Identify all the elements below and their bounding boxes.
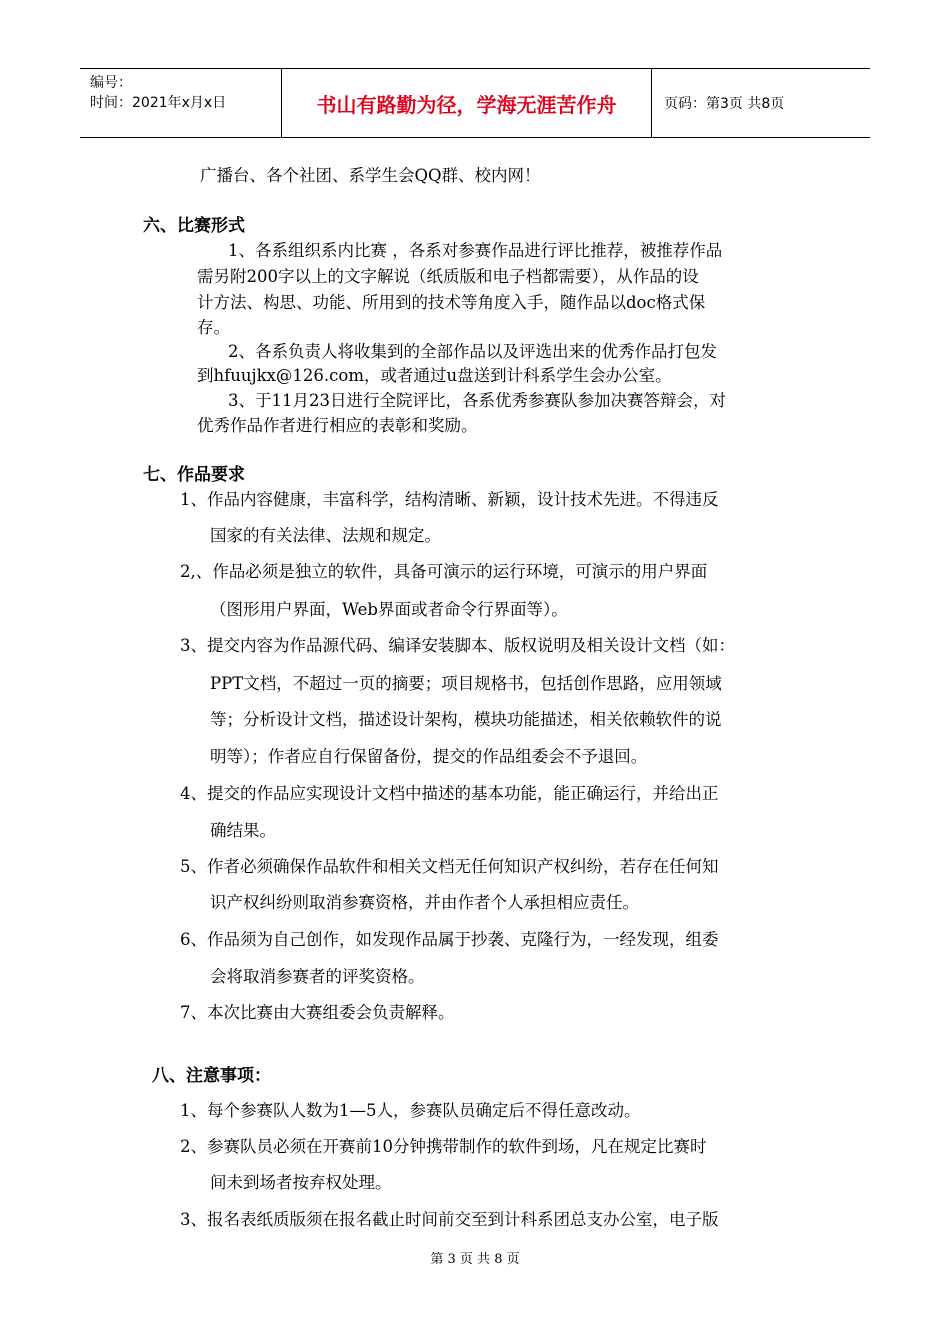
- page-header: [80, 68, 870, 138]
- section6-line: 计方法、构思、功能、所用到的技术等角度入手，随作品以doc格式保: [197, 293, 706, 312]
- header-number: 编号：: [90, 75, 132, 91]
- section7-line: 等；分析设计文档，描述设计架构，模块功能描述，相关依赖软件的说: [210, 710, 722, 729]
- section7-line: PPT文档，不超过一页的摘要；项目规格书，包括创作思路，应用领域: [210, 674, 722, 693]
- section7-line: 明等）；作者应自行保留备份，提交的作品组委会不予退回。: [210, 747, 648, 766]
- section8-line: 1、每个参赛队人数为1—5人，参赛队员确定后不得任意改动。: [180, 1101, 641, 1120]
- section8-title: 八、注意事项：: [152, 1066, 271, 1086]
- section8-line: 3、报名表纸质版须在报名截止时间前交至到计科系团总支办公室，电子版: [180, 1210, 719, 1229]
- section7-line: 3、提交内容为作品源代码、编译安装脚本、版权说明及相关设计文档（如：: [180, 636, 735, 655]
- section7-line: 识产权纠纷则取消参赛资格，并由作者个人承担相应责任。: [210, 893, 639, 912]
- section6-line: 3、于11月23日进行全院评比，各系优秀参赛队参加决赛答辩会，对: [228, 391, 726, 410]
- section8-line: 间未到场者按弃权处理。: [210, 1173, 392, 1192]
- section7-title: 七、作品要求: [143, 465, 245, 485]
- section6-line: 到hfuujkx@126.com，或者通过u盘送到计科系学生会办公室。: [197, 366, 672, 385]
- section7-line: 2,、作品必须是独立的软件，具备可演示的运行环境，可演示的用户界面: [180, 562, 708, 581]
- section6-line: 需另附200字以上的文字解说（纸质版和电子档都需要），从作品的设: [197, 267, 699, 286]
- header-meta: [80, 69, 282, 137]
- header-time: 时间：2021年x月x日: [90, 95, 227, 111]
- header-page-code: 页码：第3页 共8页: [664, 96, 785, 112]
- section7-line: 5、作者必须确保作品软件和相关文档无任何知识产权纠纷，若存在任何知: [180, 857, 719, 876]
- section6-line: 1、各系组织系内比赛 ，各系对参赛作品进行评比推荐，被推荐作品: [228, 241, 723, 260]
- section7-line: （图形用户界面，Web界面或者命令行界面等）。: [210, 600, 568, 619]
- header-motto: 书山有路勤为径，学海无涯苦作舟: [282, 69, 652, 137]
- section6-line: 2、各系负责人将收集到的全部作品以及评选出来的优秀作品打包发: [228, 342, 717, 361]
- section6-line: 优秀作品作者进行相应的表彰和奖励。: [197, 416, 478, 435]
- section7-line: 确结果。: [210, 821, 276, 840]
- section7-line: 6、作品须为自己创作，如发现作品属于抄袭、克隆行为，一经发现，组委: [180, 930, 719, 949]
- page-footer: 第 3 页 共 8 页: [430, 1252, 520, 1267]
- section8-line: 2、参赛队员必须在开赛前10分钟携带制作的软件到场，凡在规定比赛时: [180, 1137, 707, 1156]
- section6-title: 六、比赛形式: [143, 216, 245, 236]
- intro-line: 广播台、各个社团、系学生会QQ群、校内网！: [200, 166, 541, 185]
- section6-line: 存。: [197, 318, 230, 337]
- section7-line: 会将取消参赛者的评奖资格。: [210, 967, 425, 986]
- section7-line: 7、本次比赛由大赛组委会负责解释。: [180, 1003, 455, 1022]
- section7-line: 1、作品内容健康，丰富科学，结构清晰、新颖，设计技术先进。不得违反: [180, 490, 719, 509]
- section7-line: 4、提交的作品应实现设计文档中描述的基本功能，能正确运行，并给出正: [180, 784, 719, 803]
- section7-line: 国家的有关法律、法规和规定。: [210, 526, 441, 545]
